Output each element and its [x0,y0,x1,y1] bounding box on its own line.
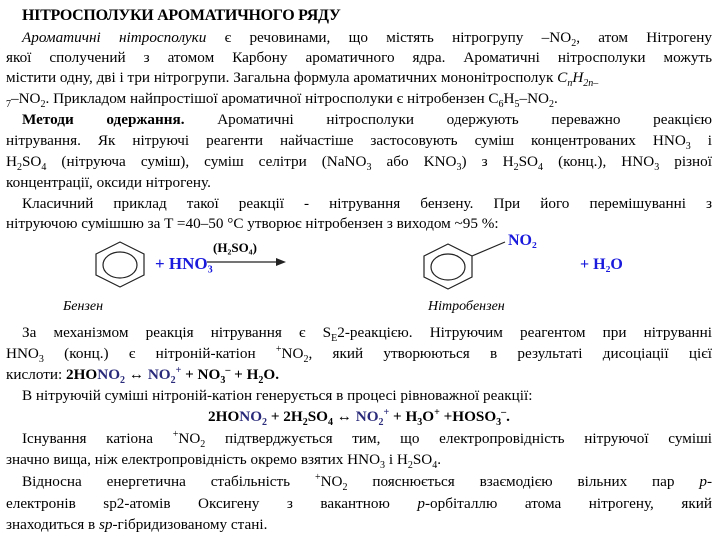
p4-line3: кислоти: $2HONO_2$ ↔ $NO_2^+ + NO_3^- + H_2O$. [6,364,280,387]
product-no2-group: NO₂ [508,232,537,249]
p2-line4: концентрації, оксиди нітрогену. [6,174,211,191]
p1-line1: Ароматичні нітросполуки є речовинами, що містять нітрогрупу $-NO_2$, атом Нітрогену [22,29,712,50]
p3-line1: Класичний приклад такої реакції - нітрування бензену. При його перемішуванні з [22,195,712,212]
byproduct-h2o: + H₂O [580,256,623,273]
p2-line2: нітрування. Як нітруючі реагенти найчастіше застосовують суміш концентрованих $HNO_3$ і [6,132,712,153]
p7-line2: електронів sp2-атомів Оксигену з вакантною p-орбіталлю атома нітрогену, який [6,495,712,512]
equation-equilibrium: $2HONO_2 + 2H_2SO_4$ ↔ $NO_2^+ + H_3O^+$ $+HOSO_3^-$. [208,406,510,429]
p1-line3: містити одну, дві і три нітрогрупи. Загальна формула ароматичних мононітросполук $C_nH_{2n-}$ [6,69,599,90]
p4-line2: $HNO_3$ (конц.) є нітроній-катіон $^+NO_2$, який утворюються в результаті дисоціації цієї [6,343,712,366]
p3-line2: нітруючою сумішшю за T =40–50 °C утворює нітробензен з виходом ~95 %: [6,215,499,232]
p7-line3: знаходиться в sp-гібридизованому стані. [6,516,268,533]
methods-heading: Методи одержання. [22,111,185,128]
reaction-scheme [0,232,720,298]
caption-benzene: Бензен [63,299,104,314]
term-aromatic-nitro: Ароматичні нітросполуки [22,29,207,46]
p1-line4: $_7-NO_2$. Прикладом найпростішої ароматичної нітросполуки є нітробензен $C_6H_5-NO_2$. [6,90,558,111]
catalyst-h2so4: (H₂SO₄) [213,240,257,255]
p6-line2: значно вища, ніж електропровідність окремо взятих $HNO_3$ і $H_2SO_4$. [6,451,442,472]
p1-line2: якої сполучений з атомом Карбону ароматичного ядра. Ароматичні нітросполуки можуть [6,49,712,66]
p6-line1: Існування катіона $^+NO_2$ підтверджується тим, що електропровідність нітруючої суміші [22,428,712,451]
p4-line1: За механізмом реакція нітрування є $S_E2$-реакцією. Нітруючим реагентом при нітруванні [22,324,712,345]
p2-line3: $H_2SO_4$ (нітруюча суміш), суміш селітри (NaNO$_3$ або $KNO_3$) з $H_2SO_4$ (конц.), $HNO_3$ різної [6,153,712,174]
equation-dissociation: $2HONO_2$ ↔ $NO_2^+ + NO_3^- + H_2O$. [66,364,280,387]
p5-line1: В нітруючій суміші нітроній-катіон генерується в процесі рівноважної реакції: [22,387,533,404]
page-title: НІТРОСПОЛУКИ АРОМАТИЧНОГО РЯДУ [22,7,341,24]
p7-line1: Відносна енергетична стабільність $^+NO_2$ пояснюється взаємодією вільних пар p- [22,471,712,494]
p2-line1: Методи одержання. Ароматичні нітросполуки одержують переважно реакцією [22,111,712,128]
reagent-hno3: + HNO₃ [155,254,213,273]
caption-nitrobenzene: Нітробензен [428,299,505,314]
